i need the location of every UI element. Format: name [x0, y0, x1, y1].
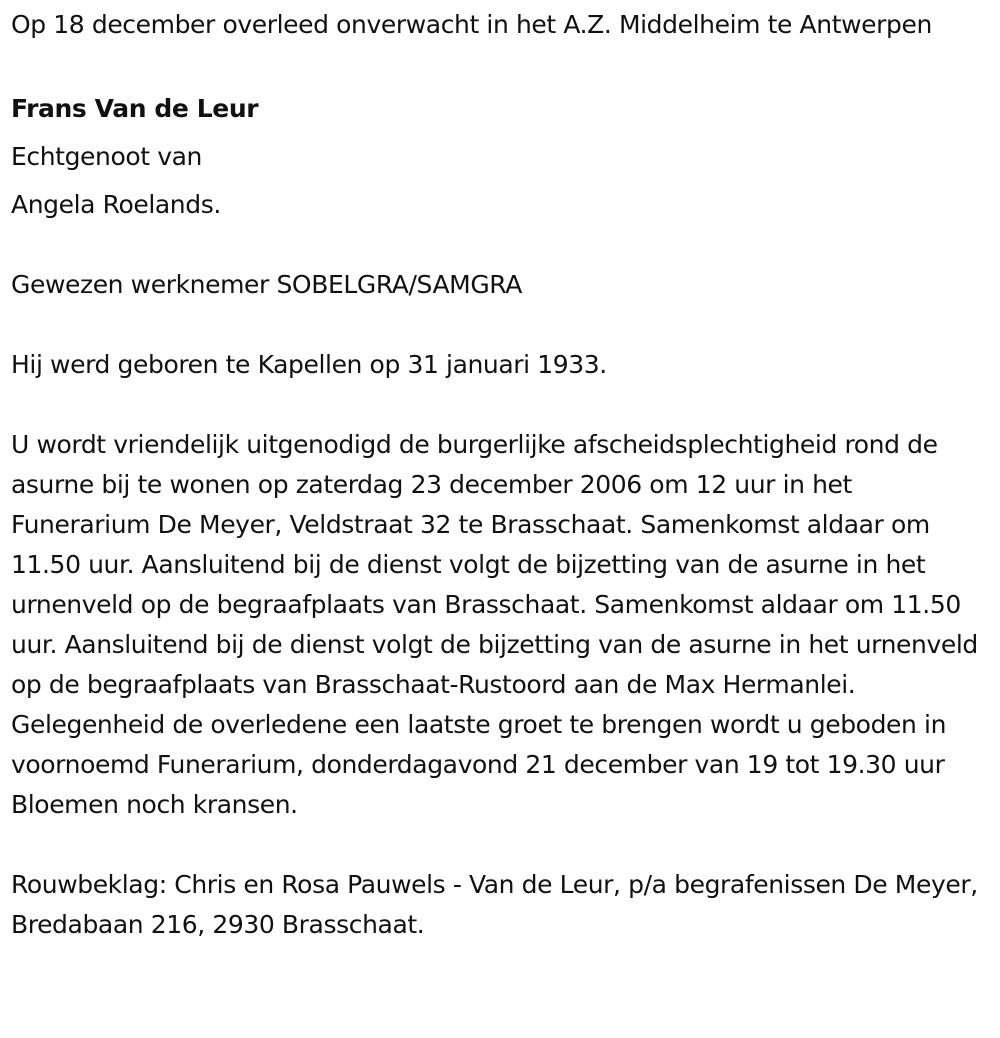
condolences-text: Rouwbeklag: Chris en Rosa Pauwels - Van de Leur, p/a begrafenissen De Meyer, Bredabaan 216, 2930 Brasschaat. [11, 870, 978, 939]
intro-text: Op 18 december overleed onverwacht in het A.Z. Middelheim te Antwerpen [11, 10, 932, 39]
spouse-label: Echtgenoot van [11, 142, 202, 171]
employer-text: Gewezen werknemer SOBELGRA/SAMGRA [11, 270, 522, 299]
ceremony-text: U wordt vriendelijk uitgenodigd de burgerlijke afscheidsplechtigheid rond de asurne bij te wonen op zaterdag 23 december 2006 om 12 uur in het Funerarium De Meyer, Veldstraat 32 te Brasschaat. Samenkomst aldaar om 11.50 uur. Aansluitend bij de dienst volgt de bijzetting van de asurne in het urnenveld op de begraafplaats van Brasschaat. Samenkomst aldaar om 11.50 uur. Aansluitend bij de dienst volgt de bijzetting van de asurne in het urnenveld op de begraafplaats van Brasschaat-Rustoord aan de Max Hermanlei. Gelegenheid de overledene een laatste groet te brengen wordt u geboden in voornoemd Funerarium, donderdagavond 21 december van 19 tot 19.30 uur Bloemen noch kransen. [11, 430, 978, 819]
birth-text: Hij werd geboren te Kapellen op 31 januari 1933. [11, 350, 607, 379]
deceased-name: Frans Van de Leur [11, 94, 259, 123]
spouse-name: Angela Roelands. [11, 190, 221, 219]
